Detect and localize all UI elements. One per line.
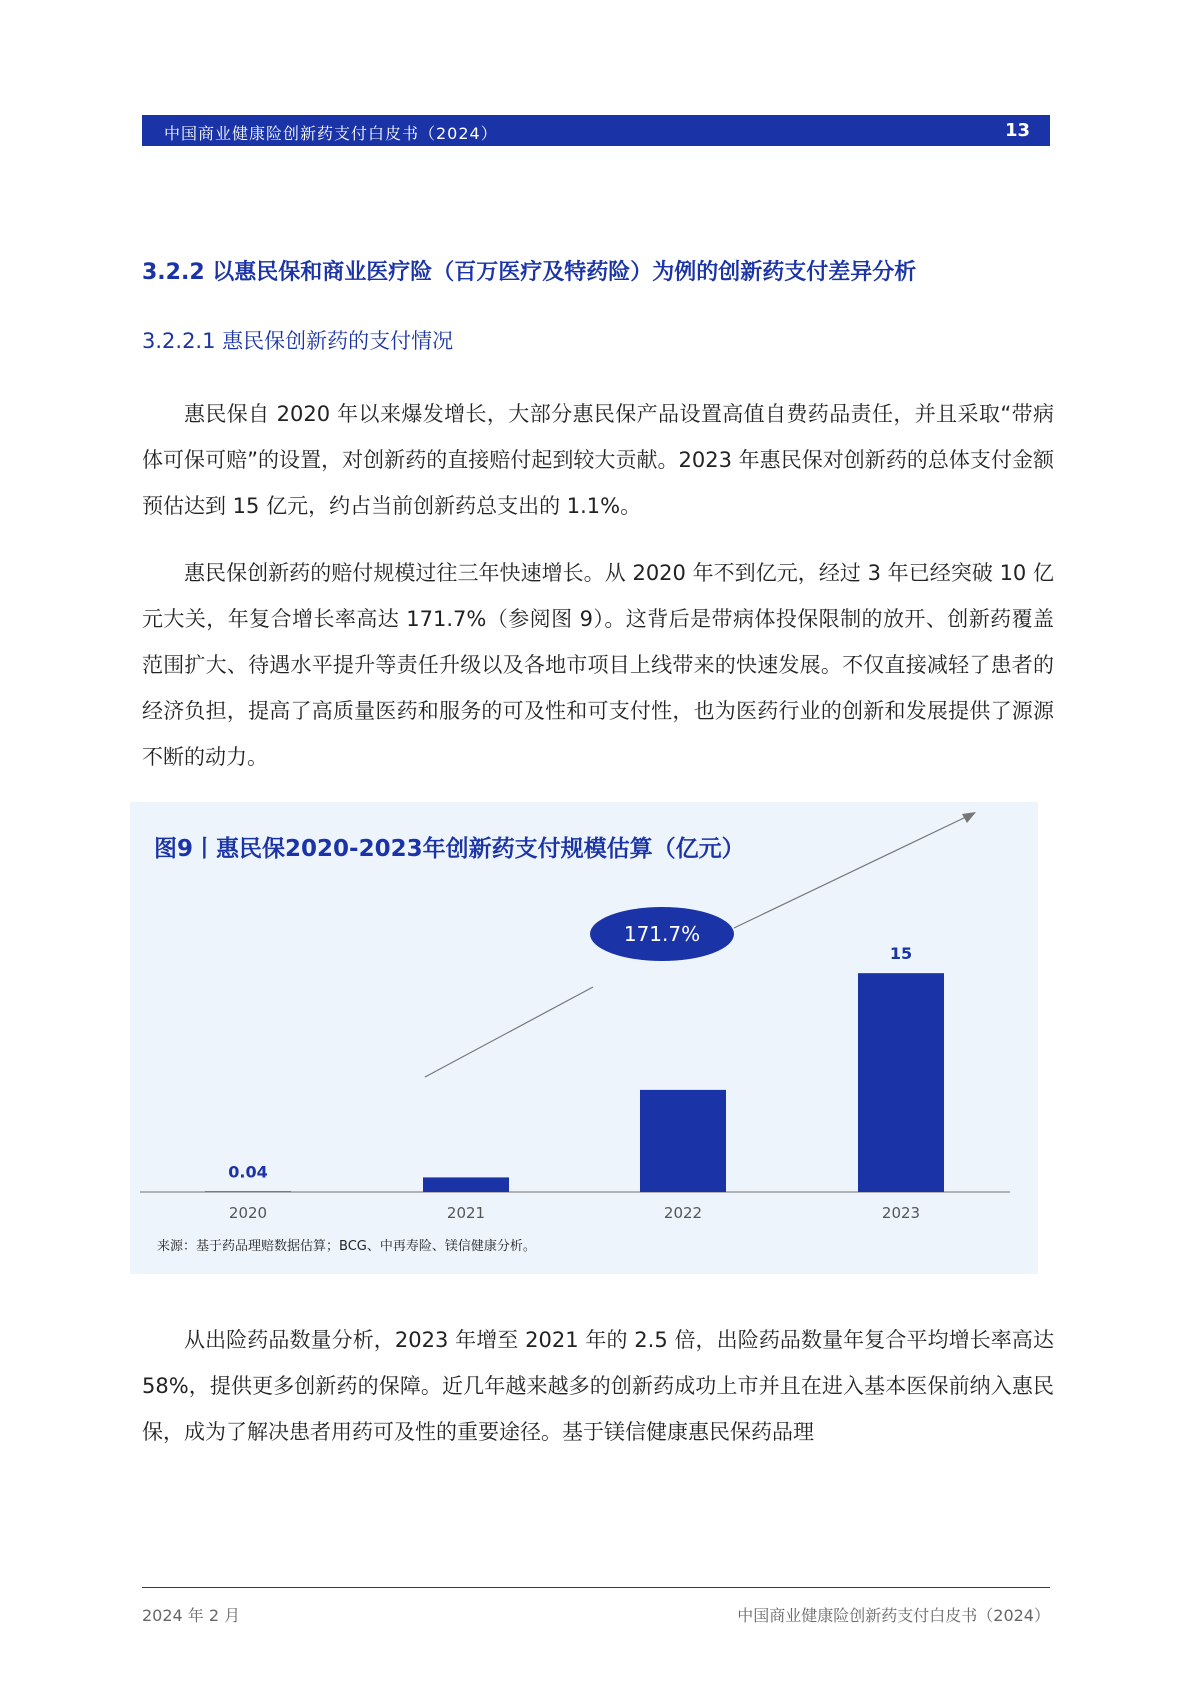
page-number: 13 (1004, 120, 1030, 141)
bar-2020 (205, 1191, 291, 1192)
x-tick-label: 2021 (446, 1204, 486, 1222)
footer-date: 2024 年 2 月 (142, 1606, 241, 1625)
header-bar (142, 115, 1050, 146)
x-tick-label: 2020 (228, 1204, 268, 1222)
figure (130, 802, 1038, 1274)
growth-arrow-line (425, 987, 593, 1077)
bar-2021 (423, 1177, 509, 1192)
paragraph: 惠民保自 2020 年以来爆发增长，大部分惠民保产品设置高值自费药品责任，并且采取“带病体可保可赔”的设置，对创新药的直接赔付起到较大贡献。2023 年惠民保对创新药的总体支付金额预估达到 15 亿元，约占当前创新药总支出的 1.1%。 (142, 402, 1054, 518)
bar-2022 (640, 1090, 726, 1192)
data-label: 0.04 (228, 1162, 268, 1182)
bar-chart (130, 802, 1038, 1274)
arrow-head-icon (962, 812, 976, 823)
x-tick-label: 2023 (881, 1204, 921, 1222)
figure-source: 来源：基于药品理赔数据估算；BCG、中再寿险、镁信健康分析。 (157, 1239, 536, 1254)
bar-2023 (858, 973, 944, 1192)
data-label: 15 (889, 944, 913, 964)
footer-title: 中国商业健康险创新药支付白皮书（2024） (737, 1606, 1050, 1625)
header-title: 中国商业健康险创新药支付白皮书（2024） (164, 124, 498, 143)
paragraph: 从出险药品数量分析，2023 年增至 2021 年的 2.5 倍，出险药品数量年复合平均增长率高达 58%，提供更多创新药的保障。近几年越来越多的创新药成功上市并且在进入基本医保前纳入惠民保，成为了解决患者用药可及性的重要途径。基于镁信健康惠民保药品理 (142, 1328, 1054, 1444)
growth-arrow-line (734, 816, 968, 928)
x-tick-label: 2022 (663, 1204, 703, 1222)
figure-title: 图9丨惠民保2020-2023年创新药支付规模估算（亿元） (154, 836, 745, 862)
growth-rate-label: 171.7% (623, 922, 701, 946)
subsection-title: 3.2.2.1 惠民保创新药的支付情况 (142, 329, 454, 353)
section-title: 3.2.2 以惠民保和商业医疗险（百万医疗及特药险）为例的创新药支付差异分析 (142, 260, 917, 285)
footer-divider (142, 1587, 1050, 1588)
paragraph: 惠民保创新药的赔付规模过往三年快速增长。从 2020 年不到亿元，经过 3 年已经突破 10 亿元大关，年复合增长率高达 171.7%（参阅图 9）。这背后是带病体投保限制的放开、创新药覆盖范围扩大、待遇水平提升等责任升级以及各地市项目上线带来的快速发展。不仅直接减轻了患者的经济负担，提高了高质量医药和服务的可及性和可支付性，也为医药行业的创新和发展提供了源源不断的动力。 (142, 561, 1054, 769)
